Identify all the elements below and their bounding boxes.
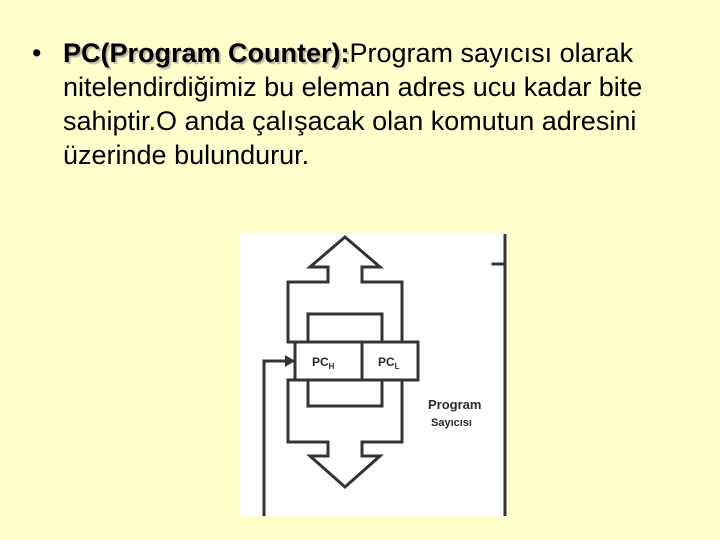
diagram-canvas [240,234,508,516]
bullet-text: Program sayıcısı olarak nitelendirdiğimiz bu eleman adres ucu kadar bite sahiptir.O anda çalışacak olan komutun adresini üzerinde bulundurur. [63,38,643,170]
bullet-list [30,36,700,172]
caption-line-1: Program [428,397,482,412]
address-bus-arrow [288,237,402,342]
data-bus-arrow [288,380,402,487]
bullet-item [30,36,700,172]
pc-high-label: $PC_H$ [312,355,335,371]
caption-line-2: Sayıcısı [431,417,472,429]
bullet-icon: • [32,38,42,68]
bullet-term: PC(Program Counter): [63,38,350,68]
pc-low-label: $PC_L$ [378,355,400,371]
program-counter-diagram [240,234,508,516]
bullet-content [63,36,700,172]
